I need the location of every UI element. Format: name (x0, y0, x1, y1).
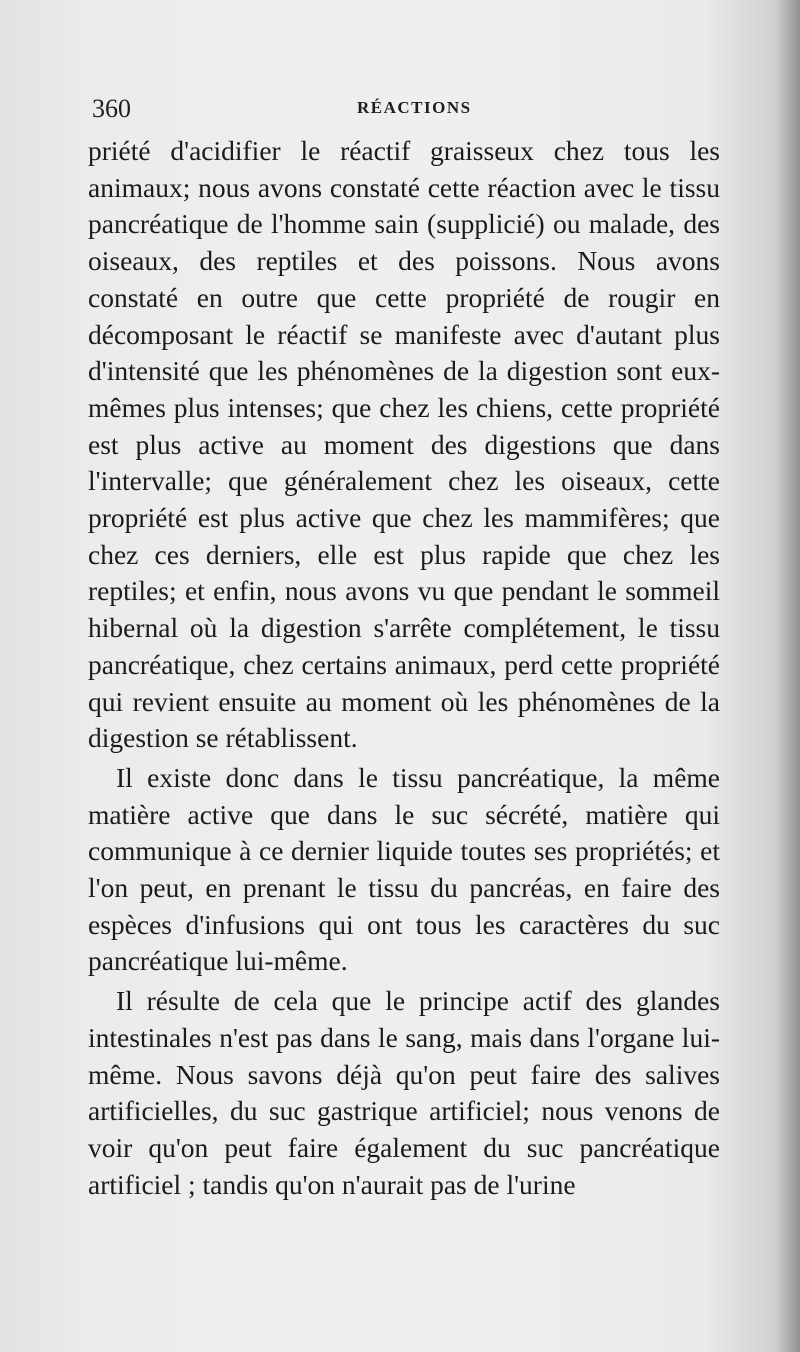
paragraph-3: Il résulte de cela que le principe actif des glandes intestinales n'est pas dans le sang, mais dans l'organe lui-même. Nous savons déjà qu'on peut faire des salives artificielles, du suc gastrique artificiel; nous venons de voir qu'on peut faire également du suc pancréatique artificiel ; tandis qu'on n'aurait pas de l'urine (88, 985, 720, 1200)
paragraph-2: Il existe donc dans le tissu pancréatique, la même matière active que dans le suc sécrété, matière qui communique à ce dernier liquide toutes ses propriétés; et l'on peut, en prenant le tissu du pancréas, en faire des espèces d'infusions qui ont tous les caractères du suc pancréatique lui-même. (88, 761, 720, 977)
body-text (88, 133, 720, 1203)
running-head: RÉACTIONS (357, 98, 472, 117)
page-header (92, 94, 692, 124)
page-number: 360 (92, 94, 131, 123)
page-edge-shadow (774, 0, 800, 1352)
paragraph-1: priété d'acidifier le réactif graisseux chez tous les animaux; nous avons constaté cette réaction avec le tissu pancréatique de l'homme sain (supplicié) ou malade, des oiseaux, des reptiles et des poissons. Nous avons constaté en outre que cette propriété de rougir en décomposant le réactif se manifeste avec d'autant plus d'intensité que les phénomènes de la digestion sont eux-mêmes plus intenses; que chez les chiens, cette propriété est plus active au moment des digestions que dans l'intervalle; que généralement chez les oiseaux, cette propriété est plus active que chez les mammifères; que chez ces derniers, elle est plus rapide que chez les reptiles; et enfin, nous avons vu que pendant le sommeil hibernal où la digestion s'arrête complétement, le tissu pancréatique, chez certains animaux, perd cette propriété qui revient ensuite au moment où les phénomènes de la digestion se rétablissent. (88, 135, 720, 754)
